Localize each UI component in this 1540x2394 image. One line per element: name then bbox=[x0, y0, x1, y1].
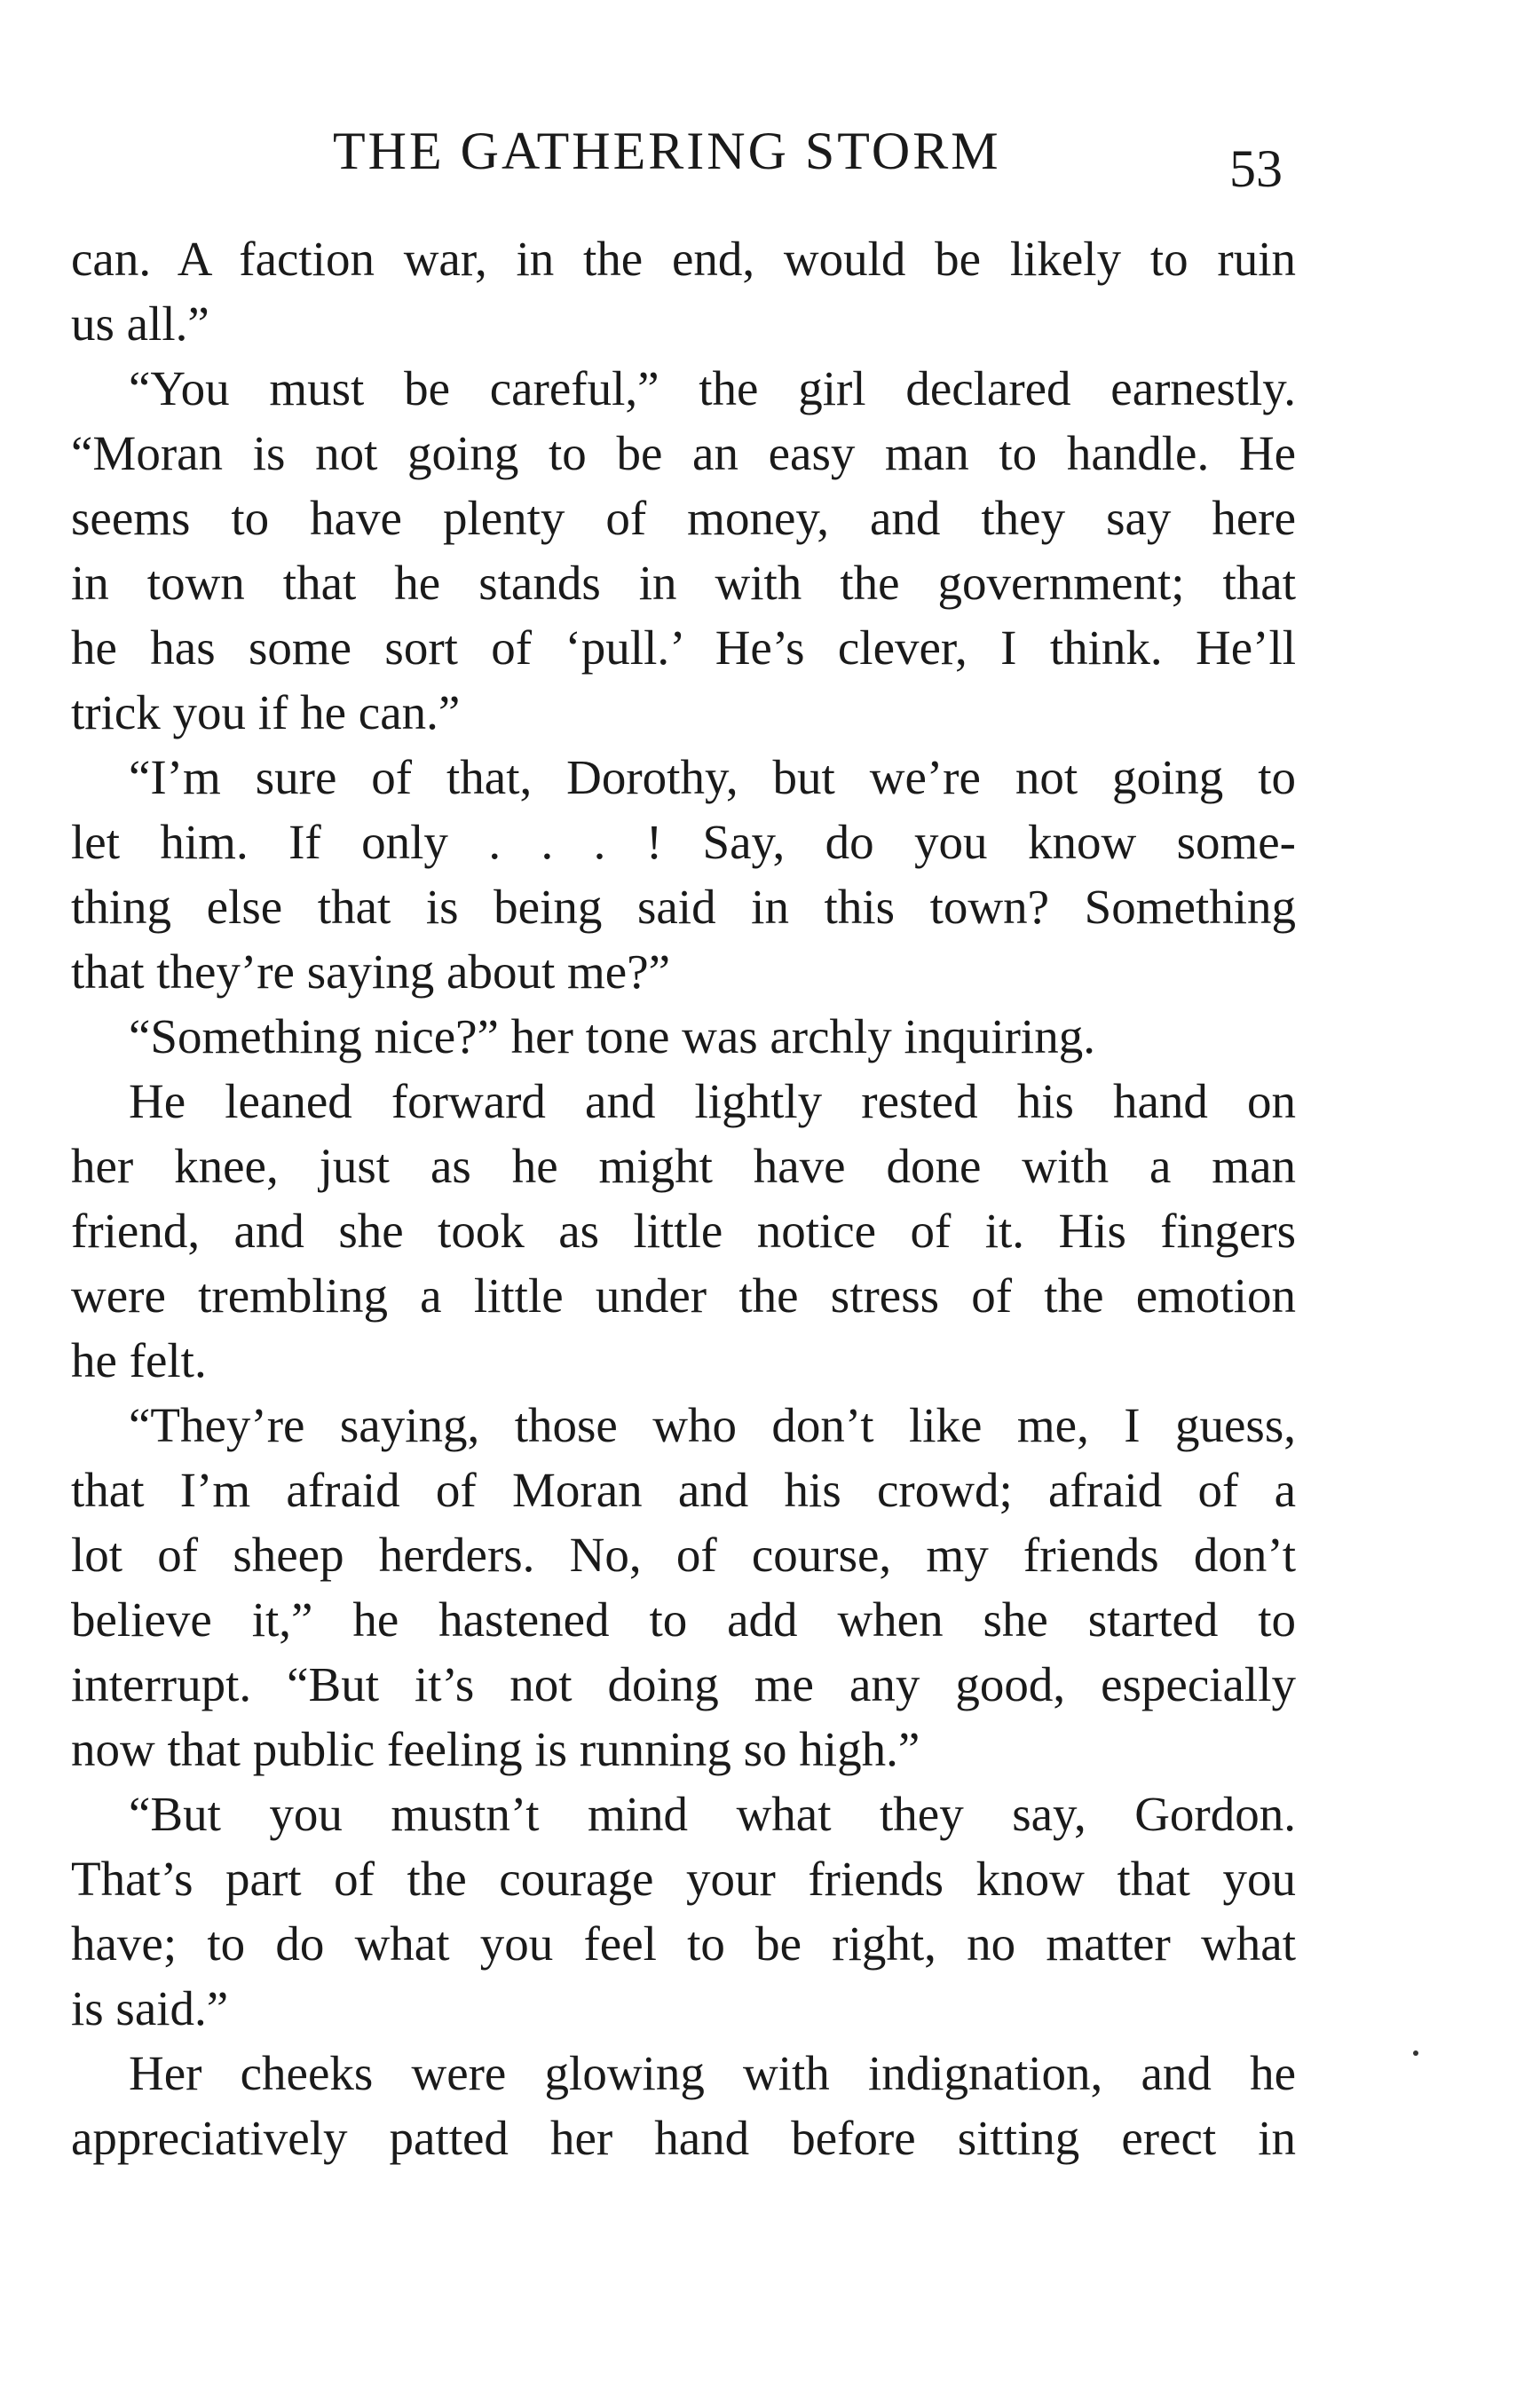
text-line: her knee, just as he might have done with a man bbox=[71, 1139, 1296, 1193]
text-line: “You must be careful,” the girl declared earnestly. bbox=[129, 361, 1296, 415]
text-line: “Something nice?” her tone was archly inquiring. bbox=[129, 1009, 1095, 1063]
text-line: that they’re saying about me?” bbox=[71, 944, 671, 999]
text-line: “They’re saying, those who don’t like me, I guess, bbox=[129, 1398, 1296, 1452]
text-line: in town that he stands in with the government; that bbox=[71, 556, 1296, 610]
text-line: lot of sheep herders. No, of course, my friends don’t bbox=[71, 1528, 1296, 1582]
text-line: seems to have plenty of money, and they say here bbox=[71, 491, 1296, 545]
text-line: believe it,” he hastened to add when she started to bbox=[71, 1592, 1296, 1647]
text-line: is said.” bbox=[71, 1981, 229, 2035]
text-line: He leaned forward and lightly rested his hand on bbox=[129, 1074, 1296, 1128]
text-line: he felt. bbox=[71, 1333, 207, 1387]
text-line: appreciatively patted her hand before sitting erect in bbox=[71, 2111, 1296, 2165]
text-line: were trembling a little under the stress of the emotion bbox=[71, 1268, 1296, 1323]
text-line: can. A faction war, in the end, would be likely to ruin bbox=[71, 232, 1296, 286]
page-number: 53 bbox=[1229, 139, 1283, 198]
text-line: trick you if he can.” bbox=[71, 685, 461, 739]
text-line: interrupt. “But it’s not doing me any good, especially bbox=[71, 1657, 1296, 1711]
text-line: Her cheeks were glowing with indignation, and he bbox=[129, 2046, 1296, 2100]
ink-speck bbox=[1413, 2050, 1418, 2056]
text-line: “Moran is not going to be an easy man to handle. He bbox=[71, 426, 1296, 480]
text-line: us all.” bbox=[71, 296, 209, 351]
text-line: “But you mustn’t mind what they say, Gordon. bbox=[129, 1787, 1296, 1841]
text-line: thing else that is being said in this town? Something bbox=[71, 880, 1296, 934]
text-line: have; to do what you feel to be right, no matter what bbox=[71, 1916, 1296, 1971]
text-line: “I’m sure of that, Dorothy, but we’re not going to bbox=[129, 750, 1296, 804]
text-line: friend, and she took as little notice of it. His fingers bbox=[71, 1204, 1296, 1258]
text-line: That’s part of the courage your friends know that you bbox=[71, 1852, 1296, 1906]
text-line: that I’m afraid of Moran and his crowd; afraid of a bbox=[71, 1463, 1296, 1517]
text-line: now that public feeling is running so high.” bbox=[71, 1722, 920, 1776]
text-line: let him. If only . . . ! Say, do you know some- bbox=[71, 815, 1296, 869]
text-line: he has some sort of ‘pull.’ He’s clever, I think. He’ll bbox=[71, 620, 1296, 675]
body-text bbox=[71, 226, 1296, 2170]
running-head: THE GATHERING STORM bbox=[333, 122, 1001, 180]
